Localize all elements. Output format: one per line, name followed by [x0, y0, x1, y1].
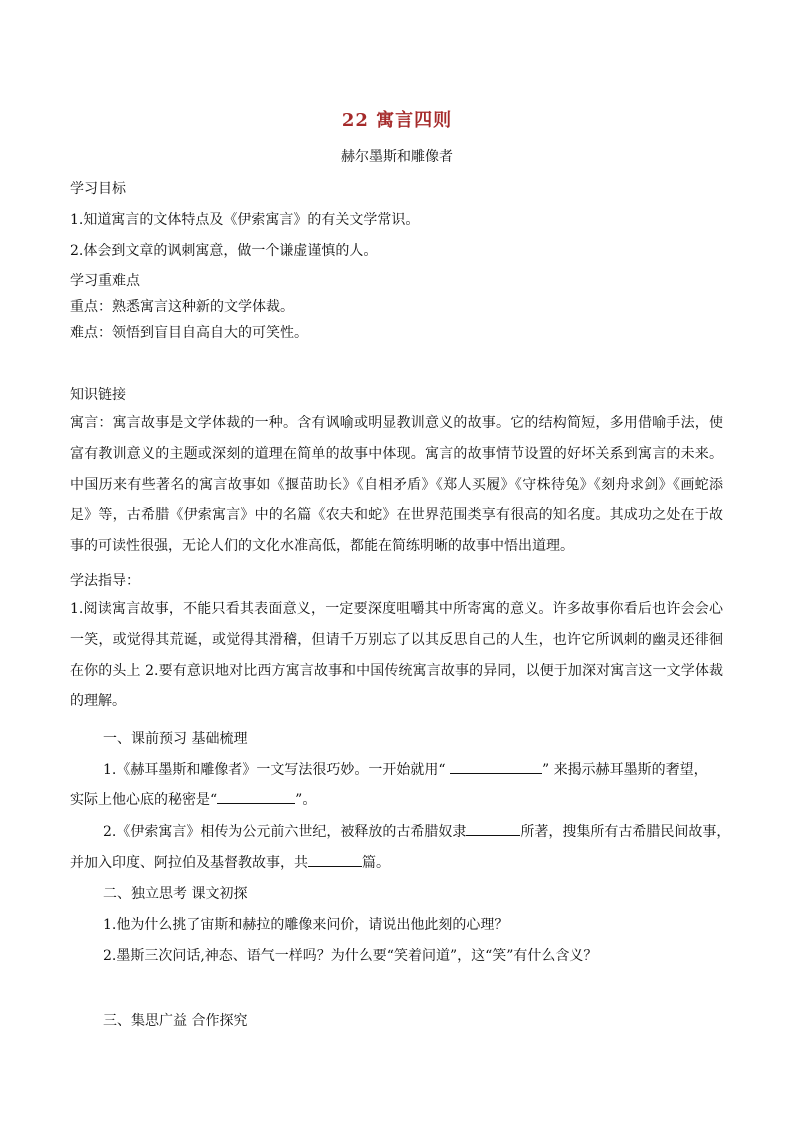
question-1-text-a: 1.《赫耳墨斯和雕像者》一文写法很巧妙。一开始就用“ [103, 762, 450, 778]
key-points-heading: 学习重难点 [70, 273, 140, 289]
question-2-line-1 [103, 821, 730, 841]
answer-blank-2[interactable] [217, 789, 295, 804]
question-2-text-b: 所著，搜集所有古希腊民间故事， [520, 824, 731, 840]
goal-item-2: 2.体会到文章的讽刺寓意，做一个谦虚谨慎的人。 [70, 243, 378, 259]
method-paragraph: 1.阅读寓言故事，不能只看其表面意义，一定要深度咀嚼其中所寄寓的意义。许多故事你看后也许会会心一笑，或觉得其荒诞，或觉得其滑稽，但请千万别忘了以其反思自己的人生，也许它所讽刺的幽灵还徘徊在你的头上 2.要有意识地对比西方寓言故事和中国传统寓言故事的异同，以便于加深对寓言这一文学体裁的理解。 [70, 601, 723, 710]
key-point: 重点：熟悉寓言这种新的文学体裁。 [70, 299, 294, 315]
question-2-line-2 [70, 852, 390, 872]
question-2-text-c: 并加入印度、阿拉伯及基督教故事，共 [70, 855, 308, 871]
question-3: 1.他为什么挑了宙斯和赫拉的雕像来问价，请说出他此刻的心理？ [103, 917, 509, 933]
knowledge-heading: 知识链接 [70, 387, 126, 403]
lesson-title: 22 寓言四则 [341, 110, 453, 131]
lesson-subtitle: 赫尔墨斯和雕像者 [341, 149, 453, 165]
section-3-heading: 三、集思广益 合作探究 [103, 1013, 248, 1029]
question-1-line-2 [70, 789, 316, 809]
answer-blank-4[interactable] [308, 852, 362, 867]
answer-blank-1[interactable] [450, 759, 542, 774]
method-heading: 学法指导： [70, 573, 140, 589]
answer-blank-3[interactable] [466, 821, 520, 836]
section-1-heading: 一、课前预习 基础梳理 [103, 731, 248, 747]
section-2-heading: 二、独立思考 课文初探 [103, 886, 248, 902]
goal-item-1: 1.知道寓言的文体特点及《伊索寓言》的有关文学常识。 [70, 212, 420, 228]
question-2-text-a: 2.《伊索寓言》相传为公元前六世纪，被释放的古希腊奴隶 [103, 824, 467, 840]
goals-heading: 学习目标 [70, 181, 126, 197]
question-1-text-b: ” 来揭示赫耳墨斯的奢望， [541, 762, 708, 778]
difficult-point: 难点：领悟到盲目自高自大的可笑性。 [70, 325, 308, 341]
question-1-text-c: 实际上他心底的秘密是“ [70, 792, 218, 808]
question-1-line-1 [103, 759, 708, 779]
knowledge-paragraph: 寓言：寓言故事是文学体裁的一种。含有讽喻或明显教训意义的故事。它的结构简短，多用借喻手法，使富有教训意义的主题或深刻的道理在简单的故事中体现。寓言的故事情节设置的好坏关系到寓言的未来。中国历来有些著名的寓言故事如《揠苗助长》《自相矛盾》《郑人买履》《守株待兔》《刻舟求剑》《画蛇添足》等，古希腊《伊索寓言》中的名篇《农夫和蛇》在世界范围类享有很高的知名度。其成功之处在于故事的可读性很强，无论人们的文化水准高低，都能在简练明晰的故事中悟出道理。 [70, 415, 723, 555]
question-2-text-d: 篇。 [362, 855, 390, 871]
question-1-text-d: ”。 [295, 792, 317, 808]
question-4: 2.墨斯三次问话,神态、语气一样吗？为什么要“笑着问道”，这“笑”有什么含义？ [103, 948, 598, 964]
